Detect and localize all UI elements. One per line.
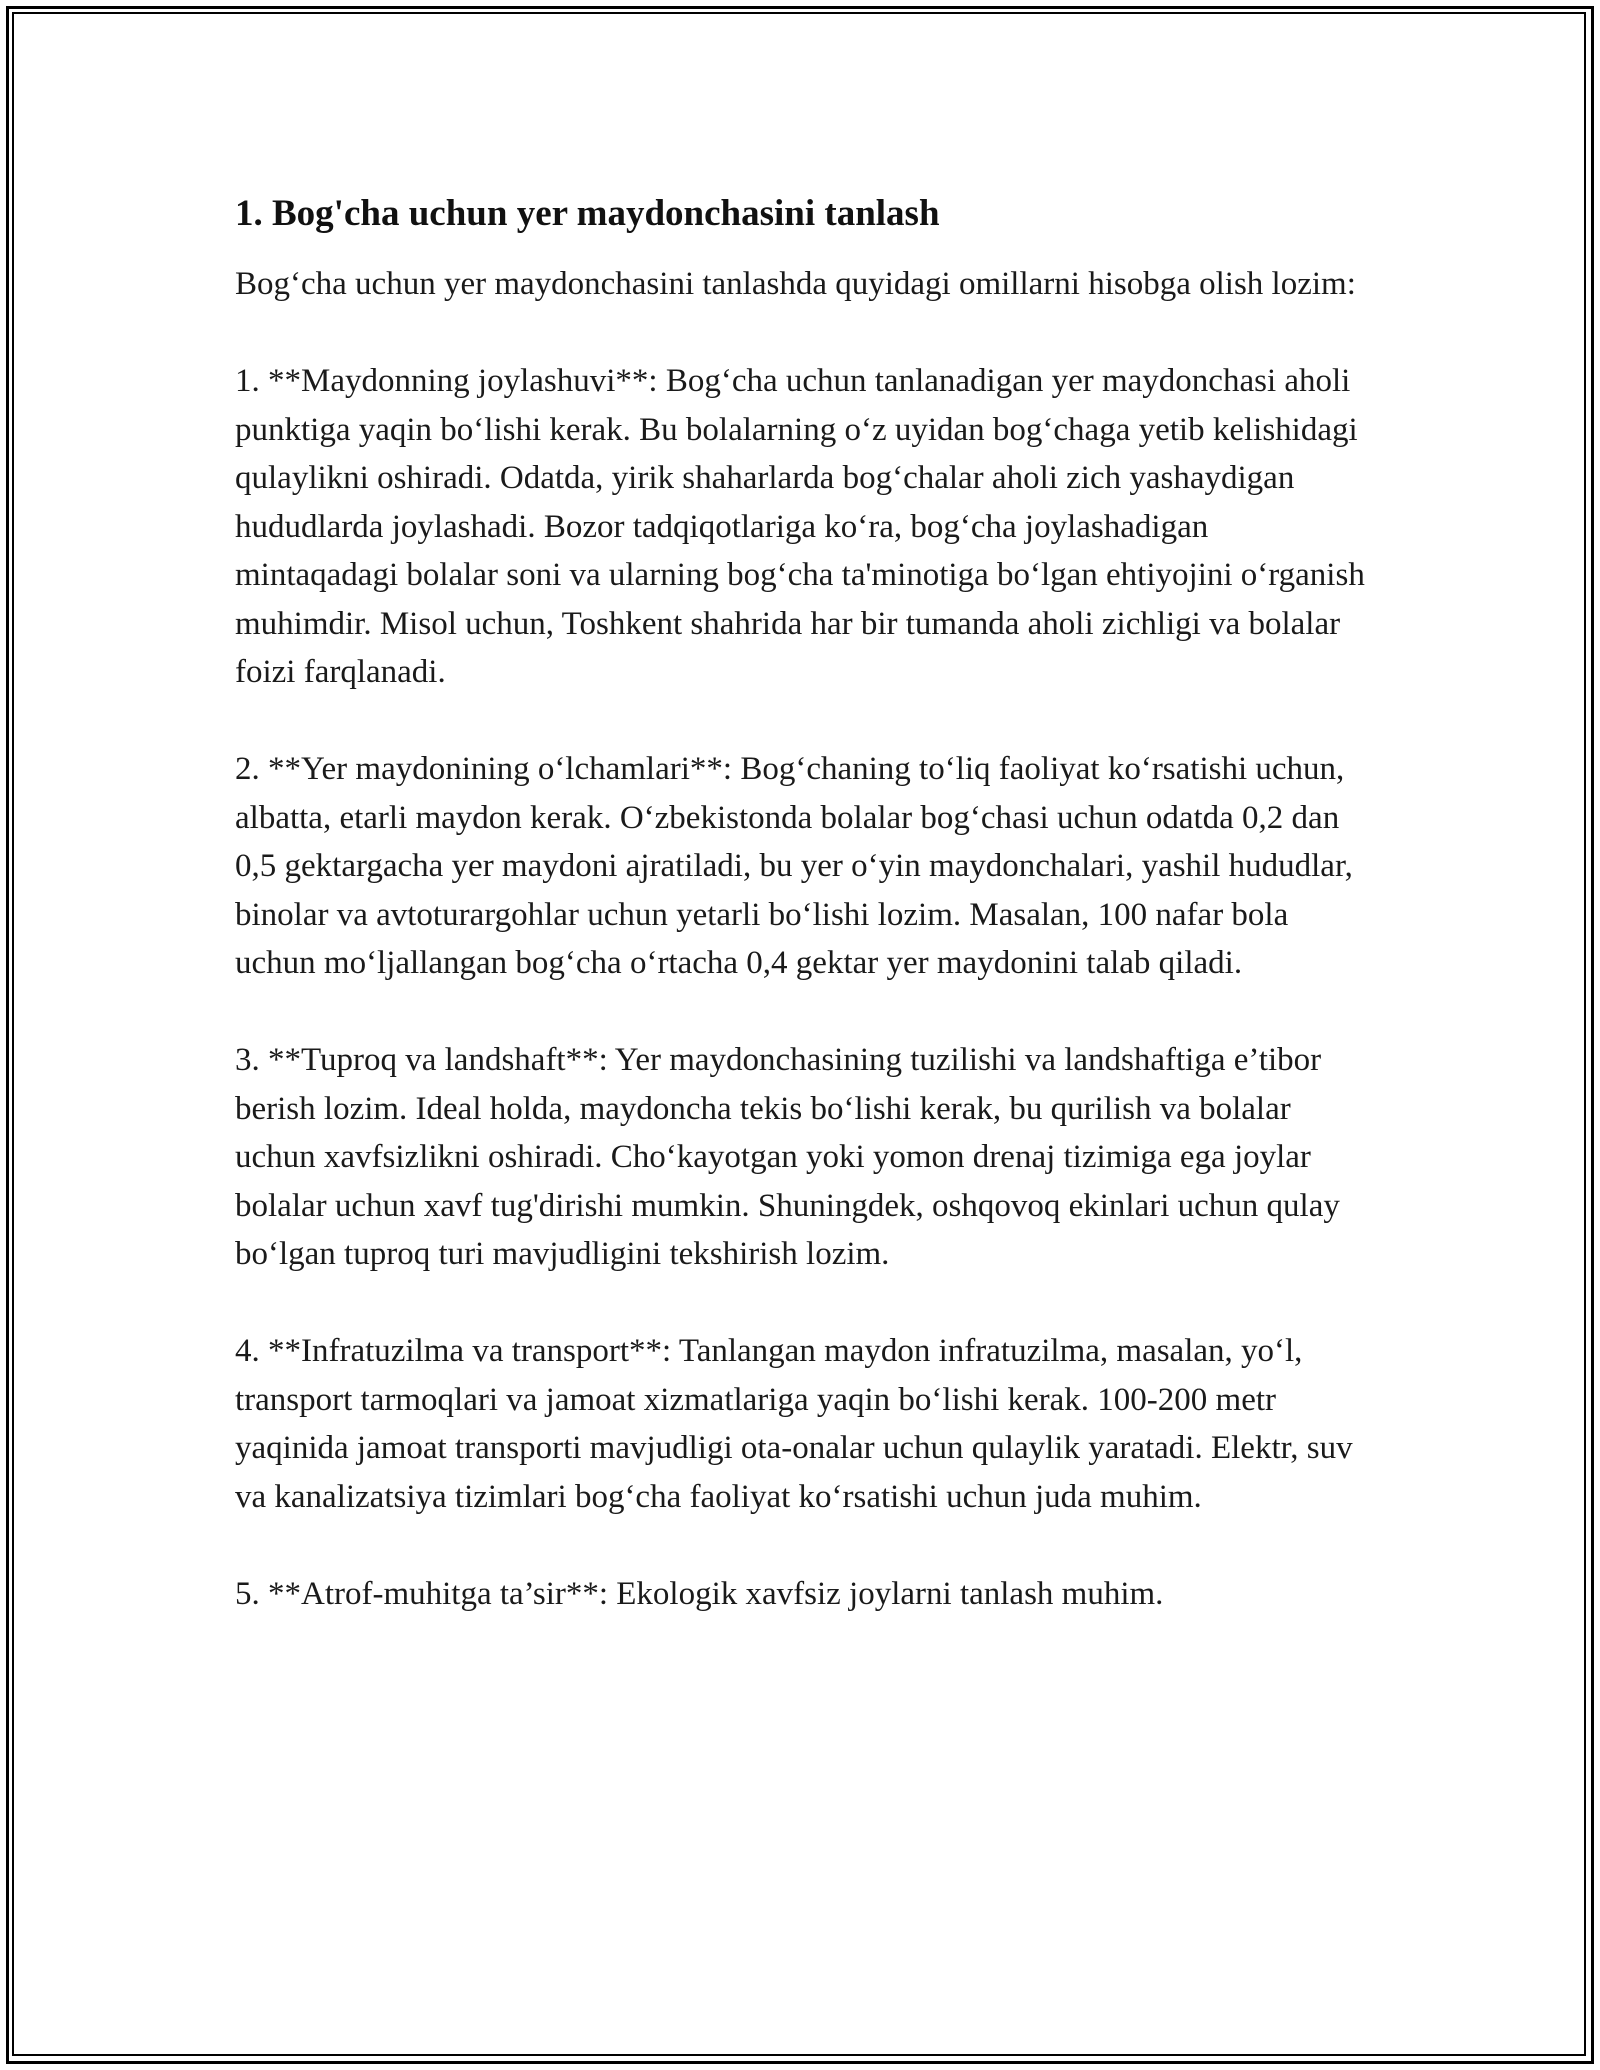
document-body	[235, 190, 1375, 1667]
paragraph-location: 1. **Maydonning joylashuvi**: Bog‘cha uchun tanlanadigan yer maydonchasi aholi punktiga yaqin bo‘lishi kerak. Bu bolalarning o‘z uyidan bog‘chaga yetib kelishidagi qulaylikni oshiradi. Odatda, yirik shaharlarda bog‘chalar aholi zich yashaydigan hududlarda joylashadi. Bozor tadqiqotlariga ko‘ra, bog‘cha joylashadigan mintaqadagi bolalar soni va ularning bog‘cha ta'minotiga bo‘lgan ehtiyojini o‘rganish muhimdir. Misol uchun, Toshkent shahrida har bir tumanda aholi zichligi va bolalar foizi farqlanadi.	[235, 363, 1365, 690]
paragraph-environment: 5. **Atrof-muhitga ta’sir**: Ekologik xavfsiz joylarni tanlash muhim.	[235, 1575, 1164, 1612]
intro-paragraph: Bog‘cha uchun yer maydonchasini tanlashda quyidagi omillarni hisobga olish lozim:	[235, 266, 1356, 302]
paragraph-dimensions: 2. **Yer maydonining o‘lchamlari**: Bog‘chaning to‘liq faoliyat ko‘rsatishi uchun, albatta, etarli maydon kerak. O‘zbekistonda bolalar bog‘chasi uchun odatda 0,2 dan 0,5 gektargacha yer maydoni ajratiladi, bu yer o‘yin maydonchalari, yashil hududlar, binolar va avtoturargohlar uchun yetarli bo‘lishi lozim. Masalan, 100 nafar bola uchun mo‘ljallangan bog‘cha o‘rtacha 0,4 gektar yer maydonini talab qiladi.	[235, 751, 1353, 981]
paragraph-infrastructure: 4. **Infratuzilma va transport**: Tanlangan maydon infratuzilma, masalan, yo‘l, transport tarmoqlari va jamoat xizmatlariga yaqin bo‘lishi kerak. 100-200 metr yaqinida jamoat transporti mavjudligi ota-onalar uchun qulaylik yaratadi. Elektr, suv va kanalizatsiya tizimlari bog‘cha faoliyat ko‘rsatishi uchun juda muhim.	[235, 1333, 1353, 1515]
document-title: 1. Bog'cha uchun yer maydonchasini tanlash	[235, 193, 940, 234]
paragraph-soil-landscape: 3. **Tuproq va landshaft**: Yer maydonchasining tuzilishi va landshaftiga e’tibor berish lozim. Ideal holda, maydoncha tekis bo‘lishi kerak, bu qurilish va bolalar uchun xavfsizlikni oshiradi. Cho‘kayotgan yoki yomon drenaj tizimiga ega joylar bolalar uchun xavf tug'dirishi mumkin. Shuningdek, oshqovoq ekinlari uchun qulay bo‘lgan tuproq turi mavjudligini tekshirish lozim.	[235, 1042, 1340, 1272]
